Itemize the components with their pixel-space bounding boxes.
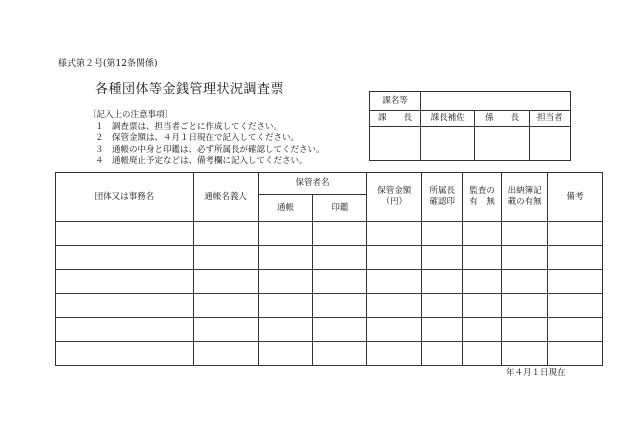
cell-remarks[interactable] bbox=[548, 318, 603, 342]
header-bankbook: 通帳 bbox=[258, 195, 313, 222]
header-amount-label: 保管金額 bbox=[377, 186, 412, 196]
cell-ledger[interactable] bbox=[502, 246, 548, 270]
cell-amount[interactable] bbox=[367, 270, 422, 294]
cell-manager-check[interactable] bbox=[422, 342, 463, 366]
header-amount-unit: （円） bbox=[381, 197, 408, 207]
as-of-date: 年４月１日現在 bbox=[506, 368, 566, 378]
cell-amount[interactable] bbox=[367, 294, 422, 318]
cell-manager-check[interactable] bbox=[422, 222, 463, 246]
header-seal: 印鑑 bbox=[313, 195, 367, 222]
cell-audit[interactable] bbox=[463, 318, 502, 342]
cell-account-holder[interactable] bbox=[193, 318, 258, 342]
cell-ledger[interactable] bbox=[502, 222, 548, 246]
cell-ledger[interactable] bbox=[502, 342, 548, 366]
cell-manager-check[interactable] bbox=[422, 270, 463, 294]
instructions-block bbox=[88, 110, 325, 168]
cell-bankbook[interactable] bbox=[258, 318, 313, 342]
cell-account-holder[interactable] bbox=[193, 342, 258, 366]
table-row bbox=[56, 222, 603, 246]
stamp-role-deputy: 課長補佐 bbox=[421, 111, 475, 127]
table-row bbox=[56, 246, 603, 270]
header-ledger-line2: 載の有無 bbox=[507, 197, 542, 207]
cell-amount[interactable] bbox=[367, 246, 422, 270]
header-audit-line2: 有 無 bbox=[469, 197, 495, 207]
cell-audit[interactable] bbox=[463, 222, 502, 246]
header-ledger-line1: 出納簿記 bbox=[507, 186, 542, 196]
instruction-item: ３ 通帳の中身と印鑑は、必ず所属長が確認してください。 bbox=[95, 144, 325, 155]
form-title: 各種団体等金銭管理状況調査票 bbox=[95, 82, 285, 97]
stamp-box-deputy[interactable] bbox=[421, 127, 475, 161]
cell-account-holder[interactable] bbox=[193, 270, 258, 294]
stamp-box-chief[interactable] bbox=[370, 127, 421, 161]
header-custodian: 保管者名 bbox=[258, 173, 367, 195]
cell-bankbook[interactable] bbox=[258, 270, 313, 294]
cell-remarks[interactable] bbox=[548, 246, 603, 270]
cell-group-name[interactable] bbox=[56, 222, 194, 246]
form-number: 様式第２号(第12条関係) bbox=[58, 59, 158, 69]
stamp-role-chief: 課 長 bbox=[370, 111, 421, 127]
header-amount bbox=[367, 173, 422, 222]
header-manager-line2: 確認印 bbox=[429, 197, 455, 207]
cell-seal[interactable] bbox=[313, 318, 367, 342]
cell-seal[interactable] bbox=[313, 222, 367, 246]
header-manager-line1: 所属長 bbox=[429, 186, 455, 196]
approval-stamp-table bbox=[369, 91, 571, 161]
cell-manager-check[interactable] bbox=[422, 246, 463, 270]
cell-ledger[interactable] bbox=[502, 270, 548, 294]
cell-ledger[interactable] bbox=[502, 318, 548, 342]
cell-audit[interactable] bbox=[463, 294, 502, 318]
cell-amount[interactable] bbox=[367, 318, 422, 342]
table-row bbox=[56, 318, 603, 342]
cell-bankbook[interactable] bbox=[258, 294, 313, 318]
stamp-role-staff: 担当者 bbox=[529, 111, 570, 127]
cell-seal[interactable] bbox=[313, 246, 367, 270]
cell-group-name[interactable] bbox=[56, 318, 194, 342]
cell-account-holder[interactable] bbox=[193, 246, 258, 270]
header-ledger bbox=[502, 173, 548, 222]
cell-audit[interactable] bbox=[463, 270, 502, 294]
table-row bbox=[56, 294, 603, 318]
stamp-box-staff[interactable] bbox=[529, 127, 570, 161]
header-account-holder: 通帳名義人 bbox=[193, 173, 258, 222]
cell-group-name[interactable] bbox=[56, 270, 194, 294]
cell-ledger[interactable] bbox=[502, 294, 548, 318]
cell-amount[interactable] bbox=[367, 222, 422, 246]
header-audit bbox=[463, 173, 502, 222]
instruction-item: ４ 通帳廃止予定などは、備考欄に記入してください。 bbox=[95, 156, 308, 166]
table-body bbox=[56, 222, 603, 366]
table-row bbox=[56, 270, 603, 294]
instruction-item: １ 調査票は、担当者ごとに作成してください。 bbox=[95, 121, 283, 132]
cell-audit[interactable] bbox=[463, 342, 502, 366]
cell-bankbook[interactable] bbox=[258, 342, 313, 366]
cell-remarks[interactable] bbox=[548, 270, 603, 294]
instructions-heading: 〔記入上の注意事項〕 bbox=[88, 110, 174, 120]
cell-seal[interactable] bbox=[313, 294, 367, 318]
cell-seal[interactable] bbox=[313, 342, 367, 366]
header-group-name: 団体又は事務名 bbox=[56, 173, 194, 222]
stamp-box-section-chief[interactable] bbox=[475, 127, 529, 161]
cell-amount[interactable] bbox=[367, 342, 422, 366]
cell-account-holder[interactable] bbox=[193, 294, 258, 318]
cell-remarks[interactable] bbox=[548, 342, 603, 366]
survey-table bbox=[55, 172, 603, 366]
cell-group-name[interactable] bbox=[56, 342, 194, 366]
header-remarks: 備考 bbox=[548, 173, 603, 222]
cell-audit[interactable] bbox=[463, 246, 502, 270]
header-manager-check bbox=[422, 173, 463, 222]
cell-group-name[interactable] bbox=[56, 294, 194, 318]
cell-seal[interactable] bbox=[313, 270, 367, 294]
cell-bankbook[interactable] bbox=[258, 222, 313, 246]
instruction-item: ２ 保管金額は、４月１日現在で記入してください。 bbox=[95, 133, 300, 143]
cell-account-holder[interactable] bbox=[193, 222, 258, 246]
cell-remarks[interactable] bbox=[548, 222, 603, 246]
table-row bbox=[56, 342, 603, 366]
header-audit-line1: 監査の bbox=[469, 186, 495, 196]
cell-manager-check[interactable] bbox=[422, 318, 463, 342]
dept-name-field[interactable] bbox=[421, 92, 571, 111]
cell-bankbook[interactable] bbox=[258, 246, 313, 270]
cell-group-name[interactable] bbox=[56, 246, 194, 270]
stamp-role-section-chief: 係 長 bbox=[475, 111, 529, 127]
cell-manager-check[interactable] bbox=[422, 294, 463, 318]
dept-label: 課名等 bbox=[370, 92, 421, 111]
cell-remarks[interactable] bbox=[548, 294, 603, 318]
